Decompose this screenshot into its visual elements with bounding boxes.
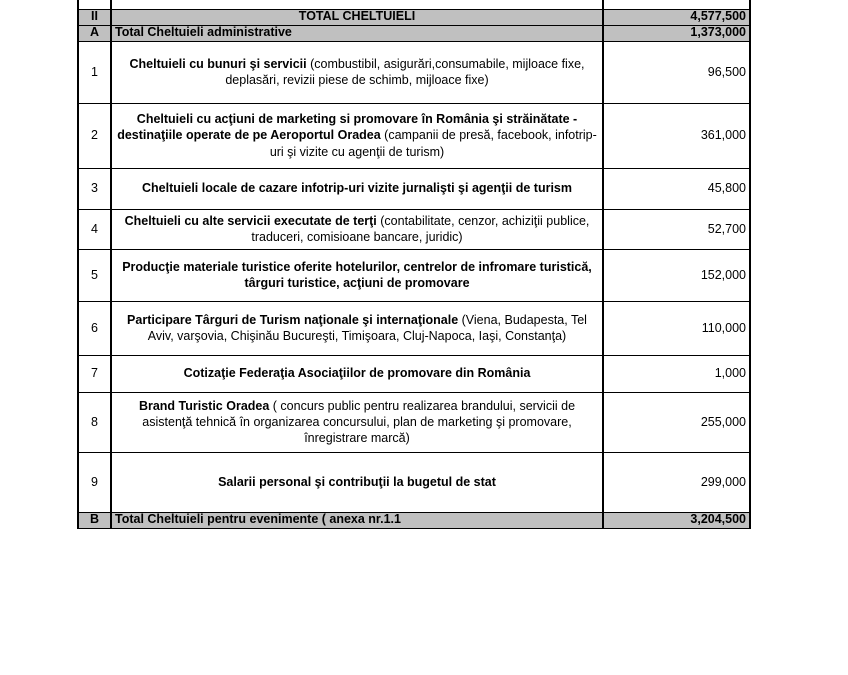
total-amount: 4,577,500	[603, 9, 750, 25]
table-row-item	[78, 249, 750, 301]
item-description	[111, 209, 603, 249]
cell-empty	[78, 0, 111, 9]
table-row-item	[78, 355, 750, 392]
item-amount: 361,000	[603, 103, 750, 168]
item-amount: 110,000	[603, 301, 750, 355]
total-label: TOTAL CHELTUIELI	[111, 9, 603, 25]
budget-table-body	[78, 0, 750, 528]
admin-code: A	[78, 25, 111, 41]
item-amount: 299,000	[603, 452, 750, 512]
item-description	[111, 355, 603, 392]
item-number: 6	[78, 301, 111, 355]
table-row-item	[78, 392, 750, 452]
item-title: Brand Turistic Oradea	[138, 398, 270, 413]
budget-table	[77, 0, 751, 529]
item-details: ( concurs public pentru realizarea brandului, servicii de asistenţă tehnică în organizarea concursului, plan de marketing şi promovare, înregistrare marcă)	[142, 398, 576, 446]
admin-label: Total Cheltuieli administrative	[111, 25, 603, 41]
item-amount: 255,000	[603, 392, 750, 452]
cell-empty	[111, 0, 603, 9]
item-number: 5	[78, 249, 111, 301]
item-description	[111, 103, 603, 168]
item-number: 3	[78, 168, 111, 209]
table-row-item	[78, 41, 750, 103]
item-title: Producţie materiale turistice oferite hotelurilor, centrelor de infromare turistică, târguri turistice, acţiuni de promovare	[122, 259, 592, 290]
table-row-item	[78, 301, 750, 355]
table-row-top-fragment	[78, 0, 750, 9]
item-description	[111, 392, 603, 452]
item-amount: 52,700	[603, 209, 750, 249]
events-total-row	[78, 512, 750, 528]
item-title: Participare Târguri de Turism naţionale şi internaţionale	[127, 312, 459, 327]
events-code: B	[78, 512, 111, 528]
item-number: 1	[78, 41, 111, 103]
item-description	[111, 452, 603, 512]
total-code: II	[78, 9, 111, 25]
events-amount: 3,204,500	[603, 512, 750, 528]
cell-empty	[603, 0, 750, 9]
table-row-item	[78, 209, 750, 249]
item-amount: 1,000	[603, 355, 750, 392]
item-title: Cheltuieli cu bunuri şi servicii	[129, 56, 307, 71]
table-row-item	[78, 168, 750, 209]
item-number: 2	[78, 103, 111, 168]
item-title: Cotizaţie Federaţia Asociaţiilor de promovare din România	[183, 366, 531, 381]
item-number: 8	[78, 392, 111, 452]
item-description	[111, 301, 603, 355]
item-description	[111, 249, 603, 301]
item-number: 9	[78, 452, 111, 512]
item-details: (contabilitate, cenzor, achiziţii publice, traduceri, comisioane bancare, juridic)	[251, 213, 590, 244]
total-row	[78, 9, 750, 25]
item-title: Salarii personal şi contribuţii la bugetul de stat	[218, 474, 496, 489]
item-amount: 96,500	[603, 41, 750, 103]
item-title: Cheltuieli cu alte servicii executate de terţi	[124, 213, 377, 228]
item-details: (combustibil, asigurări,consumabile, mijloace fixe, deplasări, revizii piese de schimb, mijloace fixe)	[225, 56, 585, 87]
admin-amount: 1,373,000	[603, 25, 750, 41]
item-details: (Viena, Budapesta, Tel Aviv, varşovia, Chişinău Bucureşti, Timişoara, Cluj-Napoca, Iaşi, Constanţa)	[147, 312, 587, 343]
item-amount: 152,000	[603, 249, 750, 301]
item-amount: 45,800	[603, 168, 750, 209]
item-number: 4	[78, 209, 111, 249]
table-row-item	[78, 103, 750, 168]
item-description	[111, 168, 603, 209]
admin-total-row	[78, 25, 750, 41]
item-details: (campanii de presă, facebook, infotrip-uri şi vizite cu agenţii de turism)	[269, 128, 597, 159]
table-row-item	[78, 452, 750, 512]
events-label: Total Cheltuieli pentru evenimente ( anexa nr.1.1	[111, 512, 603, 528]
item-description	[111, 41, 603, 103]
item-title: Cheltuieli locale de cazare infotrip-uri vizite jurnalişti şi agenţii de turism	[142, 181, 572, 196]
item-number: 7	[78, 355, 111, 392]
item-title: Cheltuieli cu acţiuni de marketing si promovare în România şi străinătate - destinaţiile operate de pe Aeroportul Oradea	[117, 112, 578, 143]
